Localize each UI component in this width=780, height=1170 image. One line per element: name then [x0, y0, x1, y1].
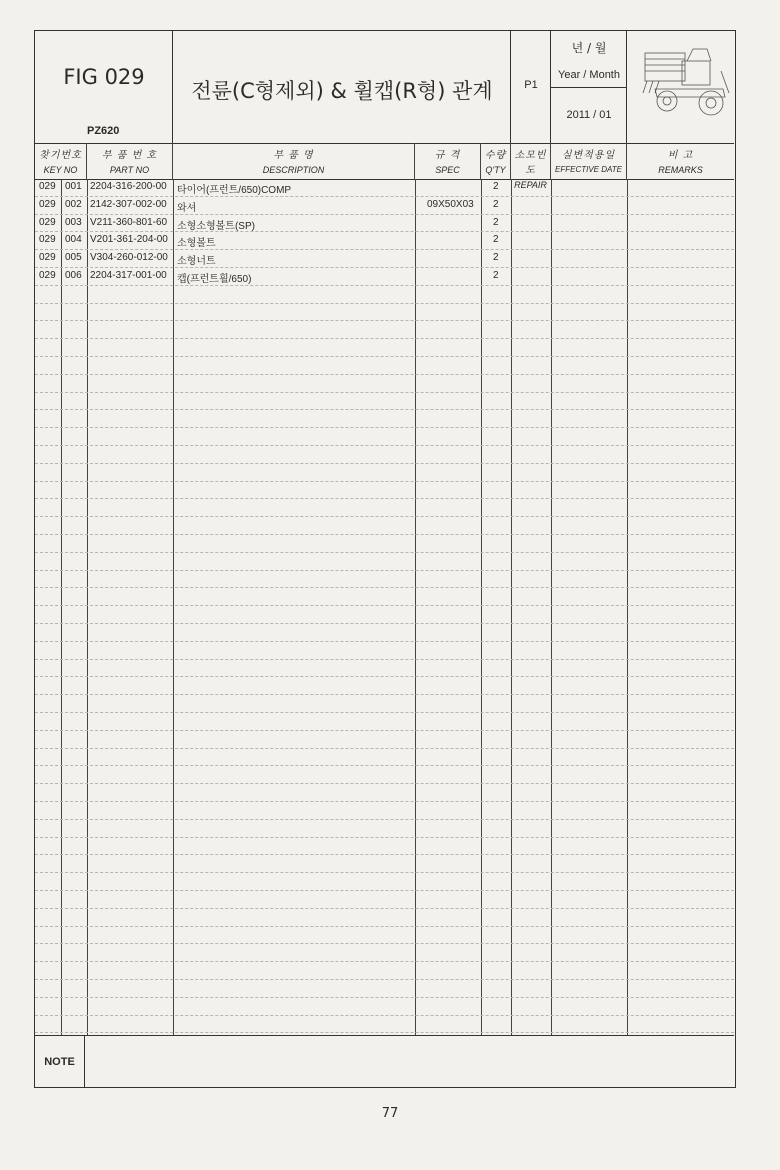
blank-row	[35, 891, 734, 909]
page-code-cell	[511, 31, 551, 143]
blank-row	[35, 713, 734, 731]
issue-date: 2011 / 01	[566, 109, 612, 121]
table-row	[35, 197, 734, 215]
col-effective-date-ko: 실변적용일	[561, 150, 616, 161]
row-description: 타이어(프런트/650)COMP	[177, 185, 292, 196]
table-row	[35, 179, 734, 197]
row-part-no: V201-361-204-00	[90, 234, 168, 246]
col-qty-en: Q'TY	[485, 165, 506, 175]
col-description-en: DESCRIPTION	[262, 165, 325, 175]
table-row	[35, 268, 734, 286]
blank-row	[35, 802, 734, 820]
row-qty: 2	[493, 252, 499, 264]
page-code: P1	[524, 79, 538, 91]
blank-row	[35, 357, 734, 375]
blank-row	[35, 695, 734, 713]
page-number: 77	[381, 1106, 399, 1121]
col-spec-en: SPEC	[435, 165, 460, 175]
row-part-no: 2204-316-200-00	[90, 181, 167, 192]
blank-row	[35, 535, 734, 553]
row-key-no: 005	[65, 252, 82, 264]
row-description: 캡(프런트휠/650)	[177, 274, 252, 285]
blank-row	[35, 838, 734, 856]
col-remarks	[627, 143, 734, 179]
col-part-no-ko: 부 품 번 호	[101, 150, 158, 161]
row-part-no: V211-360-801-60	[90, 216, 168, 228]
blank-row	[35, 375, 734, 393]
note-label: NOTE	[35, 1036, 85, 1088]
col-spec	[415, 143, 481, 179]
blank-row	[35, 766, 734, 784]
blank-row	[35, 571, 734, 589]
col-repair	[511, 143, 551, 190]
row-key-no: 004	[65, 234, 82, 246]
col-description	[173, 143, 415, 179]
row-fig-no: 029	[39, 216, 56, 228]
row-fig-no: 029	[39, 181, 56, 192]
fig-cell	[35, 31, 173, 143]
blank-row	[35, 304, 734, 322]
blank-row	[35, 553, 734, 571]
blank-row	[35, 428, 734, 446]
blank-row	[35, 660, 734, 678]
row-part-no: V304-260-012-00	[90, 252, 168, 264]
col-qty-ko: 수량	[484, 150, 507, 161]
blank-row	[35, 642, 734, 660]
machine-illustration	[627, 31, 734, 143]
blank-row	[35, 339, 734, 357]
row-description: 소형너트	[177, 256, 216, 268]
col-part-no	[87, 143, 173, 179]
blank-row	[35, 588, 734, 606]
year-month-cell	[551, 31, 627, 143]
col-qty	[481, 143, 511, 179]
blank-row	[35, 784, 734, 802]
blank-row	[35, 998, 734, 1016]
blank-row	[35, 944, 734, 962]
blank-row	[35, 482, 734, 500]
blank-row	[35, 909, 734, 927]
table-row	[35, 215, 734, 233]
col-description-ko: 부 품 명	[273, 150, 314, 161]
fig-label: FIG 029	[63, 65, 145, 89]
row-fig-no: 029	[39, 252, 56, 264]
row-qty: 2	[493, 234, 499, 246]
col-effective-date-en: EFFECTIVE DATE	[555, 165, 622, 174]
blank-row	[35, 321, 734, 339]
sheet-header	[35, 31, 734, 144]
row-key-no: 003	[65, 216, 82, 228]
col-spec-ko: 규 격	[434, 150, 461, 161]
row-key-no: 002	[65, 198, 82, 210]
blank-row	[35, 517, 734, 535]
blank-row	[35, 855, 734, 873]
col-key-no	[35, 143, 87, 179]
year-month-ko: 년 / 월	[571, 41, 607, 55]
col-effective-date	[551, 143, 627, 179]
page-title: 전륜(C형제외) & 휠캡(R형) 관계	[191, 79, 493, 103]
blank-row	[35, 677, 734, 695]
model-code: PZ620	[87, 125, 120, 137]
row-fig-no: 029	[39, 270, 56, 281]
col-repair-en: REPAIR	[514, 180, 547, 190]
blank-row	[35, 820, 734, 838]
row-fig-no: 029	[39, 234, 56, 246]
col-key-no-ko: 찾기번호	[39, 150, 82, 161]
title-cell	[173, 31, 511, 143]
row-key-no: 001	[65, 181, 82, 192]
blank-row	[35, 962, 734, 980]
blank-row	[35, 624, 734, 642]
blank-row	[35, 499, 734, 517]
row-key-no: 006	[65, 270, 82, 281]
row-part-no: 2204-317-001-00	[90, 270, 167, 281]
col-part-no-en: PART NO	[109, 165, 150, 175]
parts-sheet	[34, 30, 736, 1088]
parts-table-body	[35, 179, 734, 1035]
row-fig-no: 029	[39, 198, 56, 210]
blank-row	[35, 873, 734, 891]
blank-row	[35, 1016, 734, 1034]
blank-row	[35, 446, 734, 464]
row-description: 소형소형볼트(SP)	[177, 220, 255, 232]
blank-row	[35, 731, 734, 749]
col-key-no-en: KEY NO	[43, 165, 78, 175]
blank-row	[35, 286, 734, 304]
blank-row	[35, 606, 734, 624]
row-description: 소형볼트	[177, 238, 216, 250]
blank-row	[35, 464, 734, 482]
col-remarks-ko: 비 고	[667, 150, 694, 161]
table-row	[35, 250, 734, 268]
col-remarks-en: REMARKS	[658, 165, 703, 175]
row-part-no: 2142-307-002-00	[90, 198, 167, 210]
row-qty: 2	[493, 216, 499, 228]
blank-row	[35, 749, 734, 767]
blank-row	[35, 410, 734, 428]
col-repair-ko: 소모빈도	[514, 150, 547, 176]
note-area	[35, 1035, 734, 1088]
row-spec: 09X50X03	[427, 198, 474, 210]
table-row	[35, 232, 734, 250]
blank-row	[35, 927, 734, 945]
row-qty: 2	[493, 270, 499, 281]
blank-row	[35, 393, 734, 411]
year-month-en: Year / Month	[558, 69, 620, 81]
blank-row	[35, 980, 734, 998]
row-description: 와셔	[177, 202, 197, 214]
row-qty: 2	[493, 198, 499, 210]
row-qty: 2	[493, 181, 499, 192]
rice-transplanter-icon	[627, 31, 734, 143]
